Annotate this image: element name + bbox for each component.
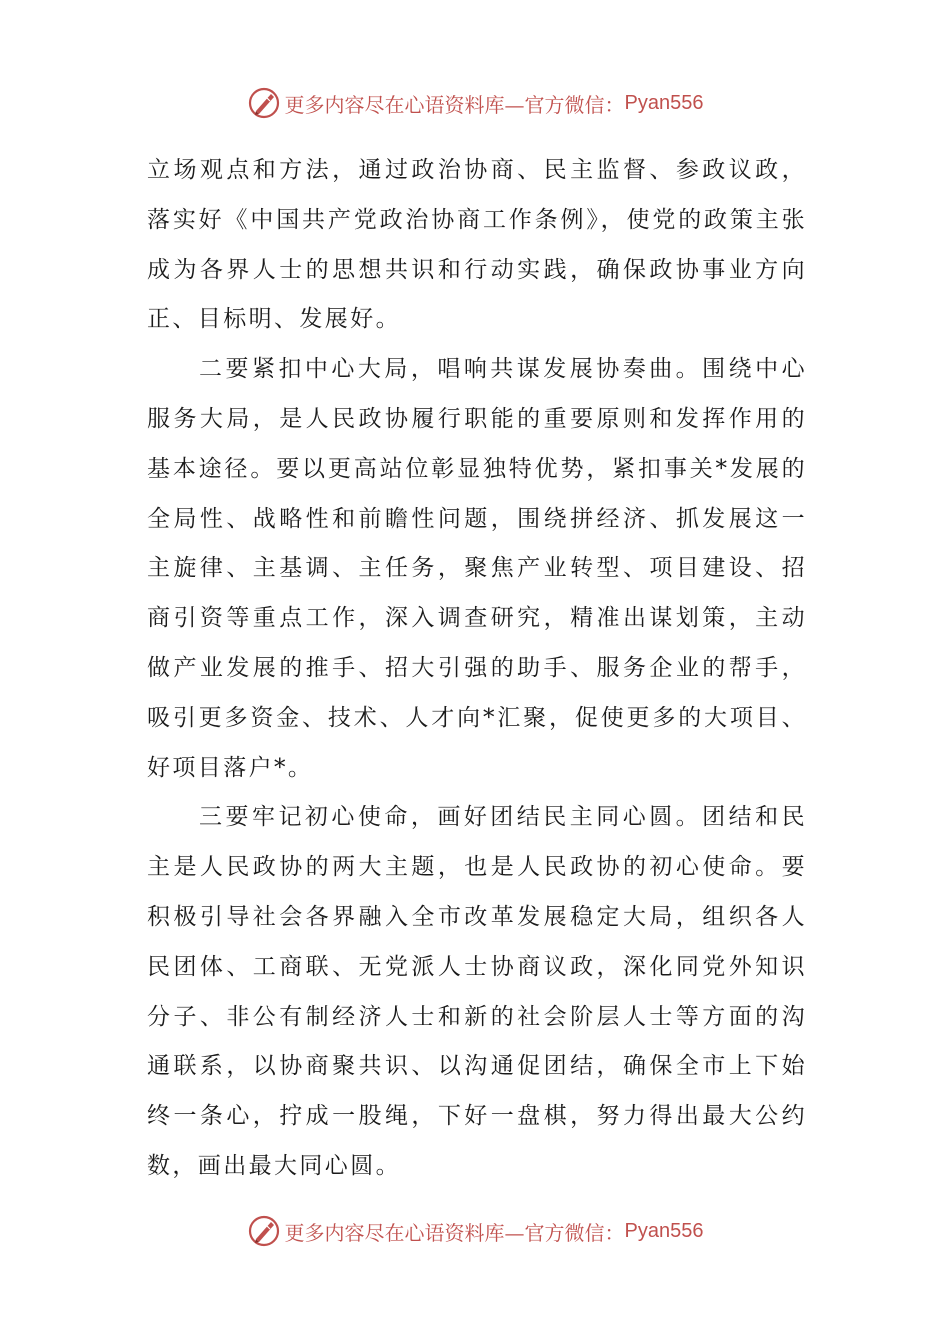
footer-banner [0,1211,950,1251]
footer-banner-wechat: Pyan556 [624,1219,704,1242]
pen-logo-icon [247,1214,281,1248]
document-body [147,146,807,1192]
footer-banner-text: 更多内容尽在心语资料库—官方微信： [284,1220,625,1245]
paragraph-third-point: 三要牢记初心使命，画好团结民主同心圆。团结和民主是人民政协的两大主题，也是人民政协的初心使命。要积极引导社会各界融入全市改革发展稳定大局，组织各人民团体、工商联、无党派人士协商议政，深化同党外知识分子、非公有制经济人士和新的社会阶层人士等方面的沟通联系，以协商聚共识、以沟通促团结，确保全市上下始终一条心，拧成一股绳，下好一盘棋，努力得出最大公约数，画出最大同心圆。 [147,804,807,1179]
header-banner-wechat: Pyan556 [624,91,704,114]
paragraph-second-point: 二要紧扣中心大局，唱响共谋发展协奏曲。围绕中心服务大局，是人民政协履行职能的重要原则和发挥作用的基本途径。要以更高站位彰显独特优势，紧扣事关*发展的全局性、战略性和前瞻性问题，围绕拼经济、抓发展这一主旋律、主基调、主任务，聚焦产业转型、项目建设、招商引资等重点工作，深入调查研究，精准出谋划策，主动做产业发展的推手、招大引强的助手、服务企业的帮手，吸引更多资金、技术、人才向*汇聚，促使更多的大项目、好项目落户*。 [147,356,807,781]
header-banner-text: 更多内容尽在心语资料库—官方微信： [284,92,625,117]
pen-logo-icon [247,86,281,120]
paragraph-continuation: 立场观点和方法，通过政治协商、民主监督、参政议政，落实好《中国共产党政治协商工作条例》，使党的政策主张成为各界人士的思想共识和行动实践，确保政协事业方向正、目标明、发展好。 [147,157,807,333]
header-banner [0,83,950,123]
